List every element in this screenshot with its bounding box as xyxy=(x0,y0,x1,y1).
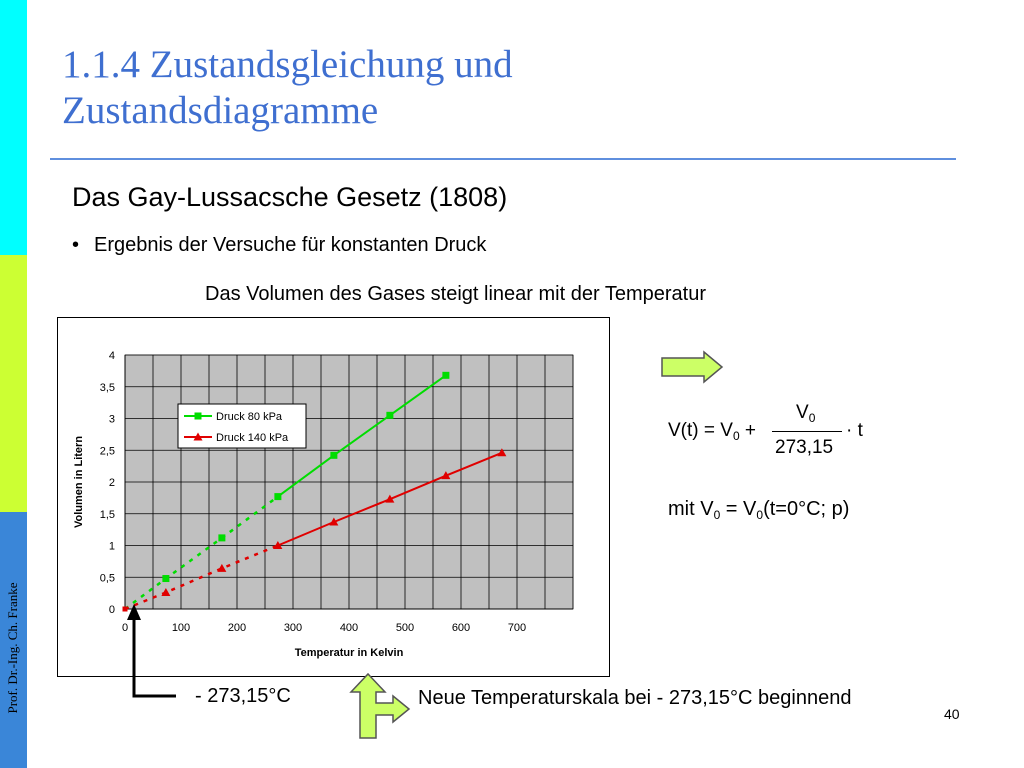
data-point-square xyxy=(330,452,337,459)
fraction-bar xyxy=(772,431,842,432)
pointer-arrow-icon xyxy=(120,600,180,700)
x-axis-label: Temperatur in Kelvin xyxy=(294,647,404,659)
y-tick-label: 0,5 xyxy=(99,572,115,585)
x-tick-label: 0 xyxy=(121,622,129,634)
x-tick-label: 400 xyxy=(339,622,359,634)
data-point-square xyxy=(386,412,393,419)
data-point-square xyxy=(218,534,225,541)
bullet-dot-icon: • xyxy=(72,234,80,256)
legend-label: Druck 80 kPa xyxy=(216,411,283,423)
sidebar-stripe-lime xyxy=(0,255,27,512)
sidebar-stripe-cyan xyxy=(0,0,27,255)
data-point-square xyxy=(195,413,202,420)
chart-caption: Das Volumen des Gases steigt linear mit der Temperatur xyxy=(205,283,706,305)
x-tick-label: 500 xyxy=(395,622,415,634)
y-tick-label: 2 xyxy=(108,477,115,489)
y-tick-label: 2,5 xyxy=(99,445,115,458)
title-line-1: 1.1.4 Zustandsgleichung und xyxy=(62,43,513,86)
formula-num-text: V xyxy=(796,402,809,423)
x-tick-label: 200 xyxy=(227,622,247,634)
y-tick-label: 0 xyxy=(108,604,115,616)
formula-plus: + xyxy=(744,420,757,441)
page-number: 40 xyxy=(944,706,960,722)
sidebar-stripe xyxy=(0,0,27,768)
formula-factor: · t xyxy=(846,420,863,441)
mit-sub-1: 0 xyxy=(713,508,721,522)
y-axis-label: Volumen in Litern xyxy=(73,435,85,529)
formula-lhs xyxy=(668,420,756,443)
up-right-arrow-icon xyxy=(333,670,413,740)
slide-subtitle: Das Gay-Lussacsche Gesetz (1808) xyxy=(72,182,508,212)
x-tick-label: 600 xyxy=(451,622,471,634)
mit-text-3: (t=0°C; p) xyxy=(763,498,850,520)
legend-label: Druck 140 kPa xyxy=(216,432,289,444)
right-arrow-icon xyxy=(660,350,726,384)
data-point-square xyxy=(274,493,281,500)
data-point-square xyxy=(442,372,449,379)
x-tick-label: 100 xyxy=(171,622,191,634)
bullet-text: Ergebnis der Versuche für konstanten Druck xyxy=(94,234,487,256)
y-tick-label: 4 xyxy=(108,350,115,362)
mit-text-2: = V xyxy=(720,498,757,520)
v0-definition xyxy=(668,498,849,522)
formula-num-sub: 0 xyxy=(808,411,816,425)
formula-lhs-sub: 0 xyxy=(732,429,740,443)
author-credit: Prof. Dr.-Ing. Ch. Franke xyxy=(5,582,20,714)
formula-lhs-text: V(t) = V xyxy=(668,420,733,441)
x-tick-label: 700 xyxy=(507,622,527,634)
absolute-zero-label: - 273,15°C xyxy=(195,685,291,707)
slide-title xyxy=(62,42,513,134)
data-point-square xyxy=(162,575,169,582)
mit-sub-2: 0 xyxy=(756,508,764,522)
chart-legend xyxy=(178,404,306,448)
title-divider xyxy=(50,158,956,160)
y-tick-label: 3 xyxy=(108,413,115,426)
y-tick-label: 1 xyxy=(108,540,115,553)
y-tick-label: 1,5 xyxy=(99,508,115,521)
new-scale-note: Neue Temperaturskala bei - 273,15°C beginnend xyxy=(418,687,852,709)
formula-denominator: 273,15 xyxy=(775,437,834,458)
mit-text-1: mit V xyxy=(668,498,714,520)
title-line-2: Zustandsdiagramme xyxy=(62,89,379,132)
x-tick-label: 300 xyxy=(283,622,303,634)
y-tick-label: 3,5 xyxy=(99,381,115,394)
bullet-item xyxy=(72,234,486,257)
gay-lussac-formula xyxy=(668,402,898,462)
formula-numerator xyxy=(796,402,815,425)
